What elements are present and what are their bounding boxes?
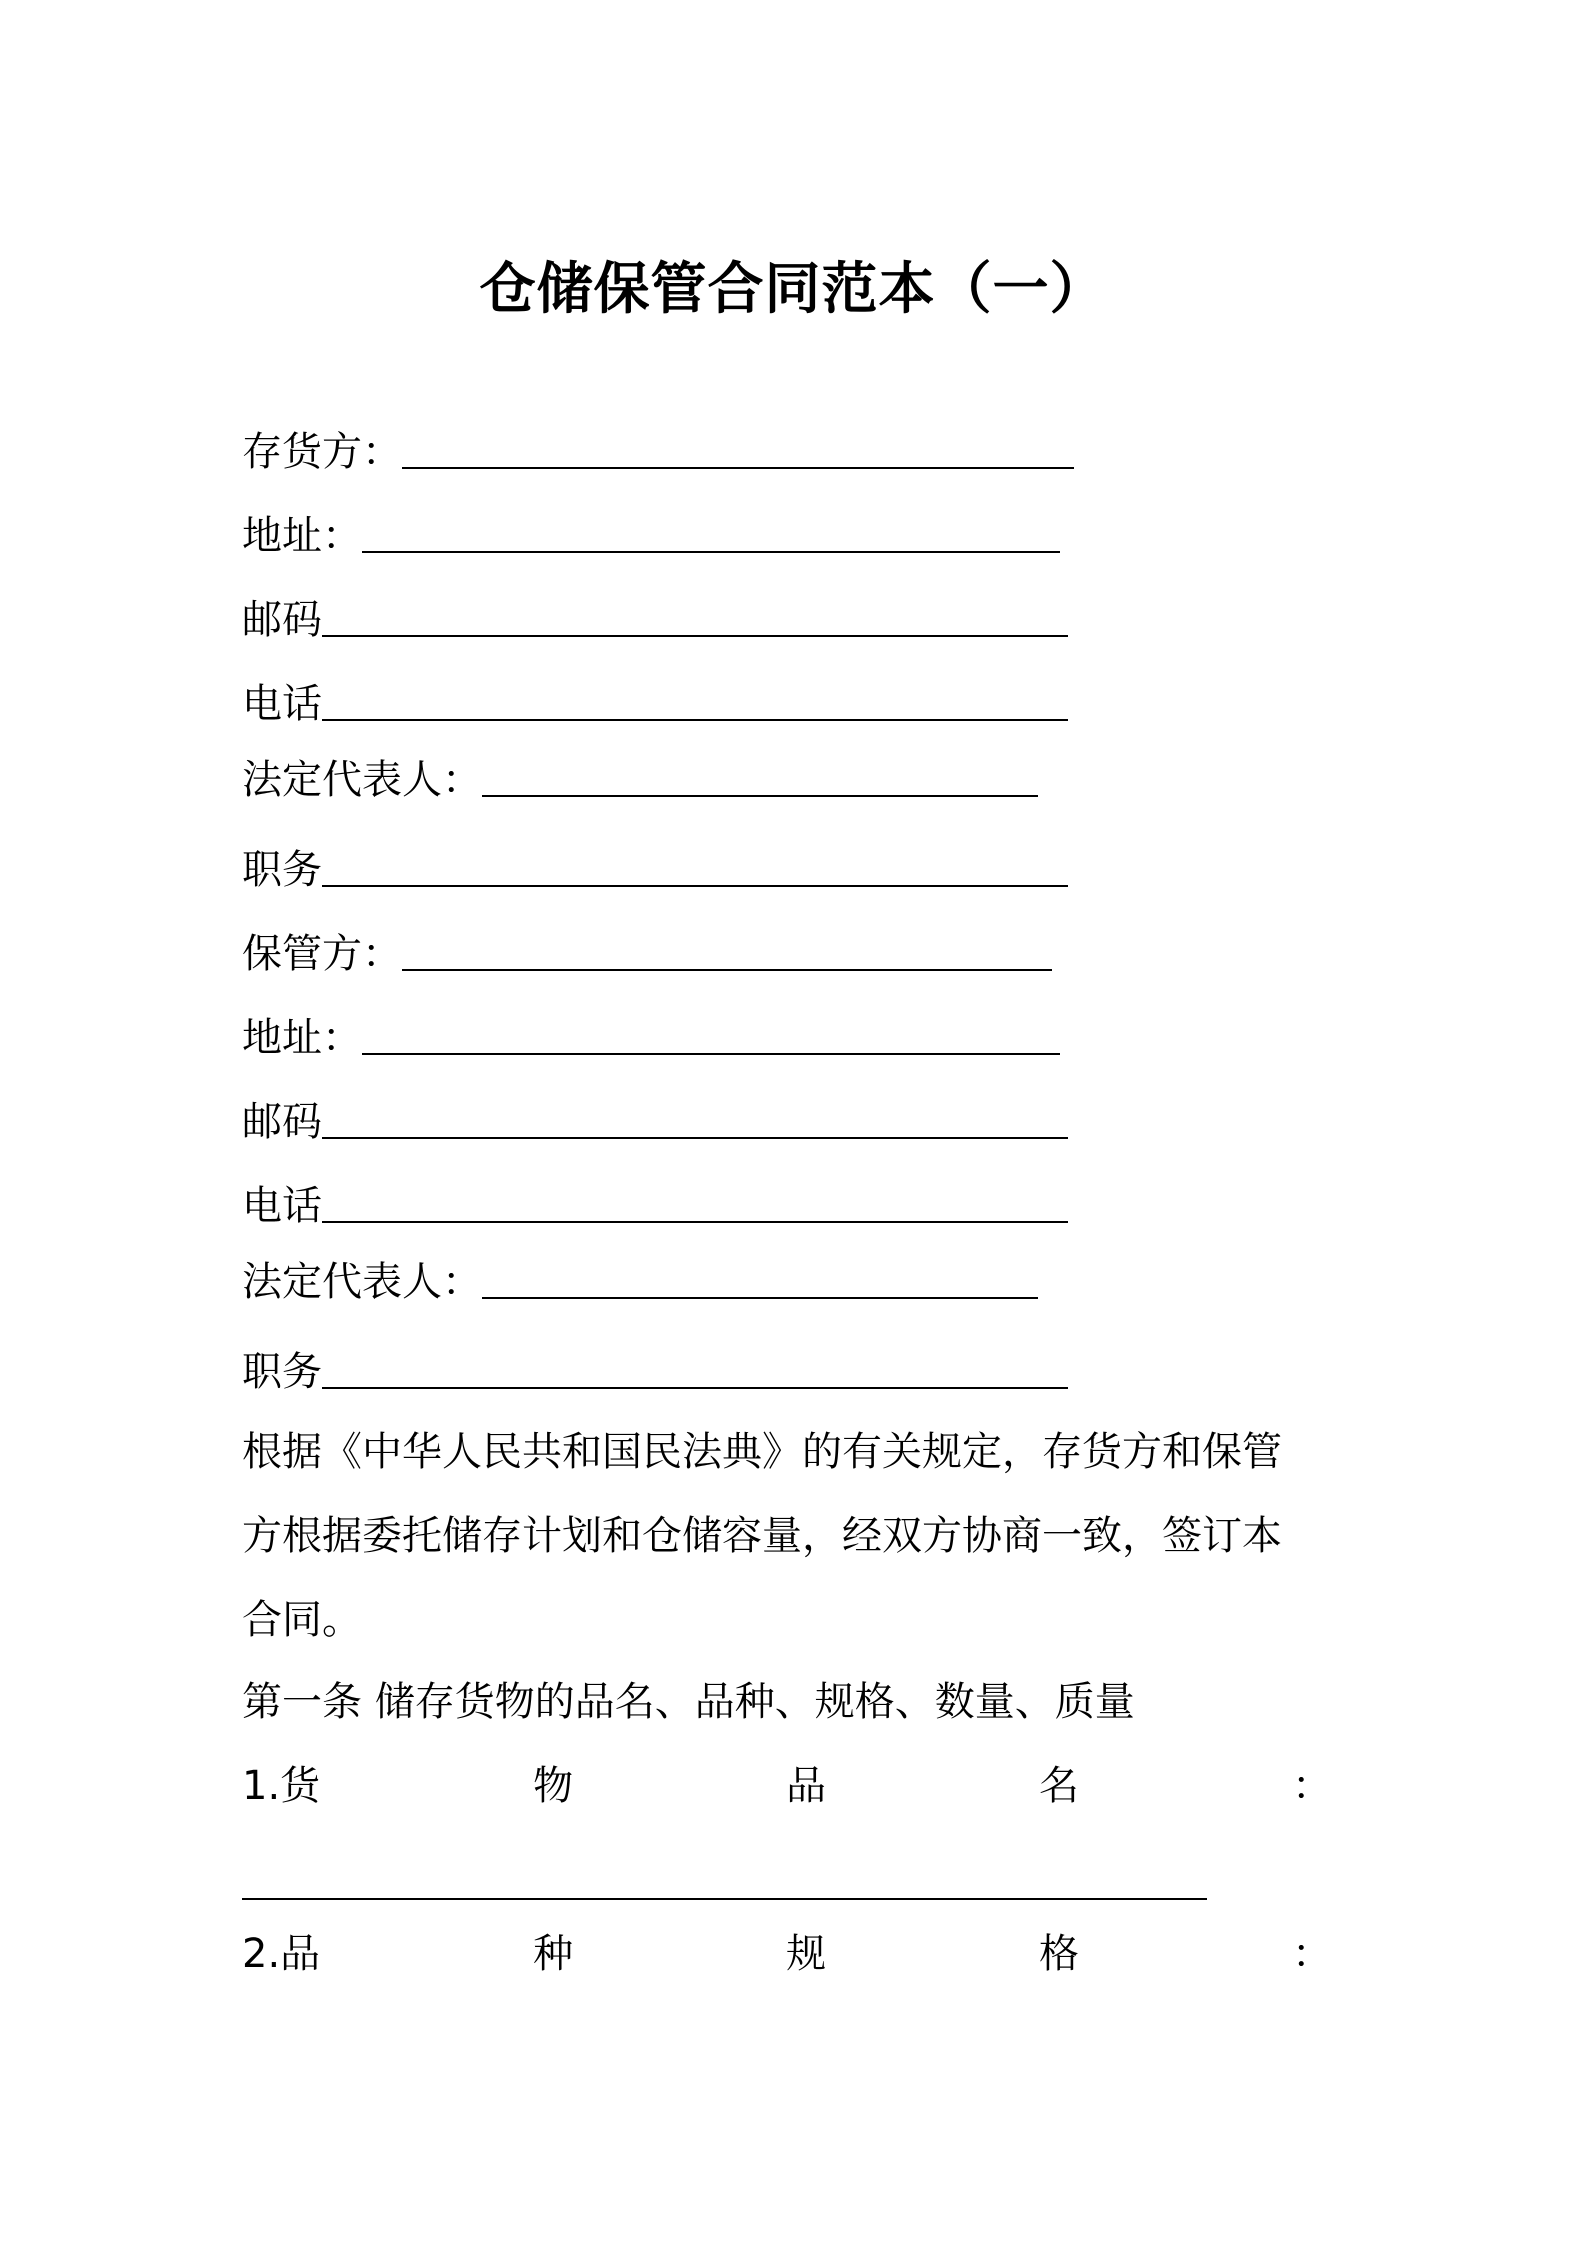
custodian-position-label: 职务: [242, 1349, 322, 1395]
item-2-part-2: 种: [533, 1931, 574, 1977]
custodian-phone-label: 电话: [242, 1183, 322, 1229]
depositor-legal-rep-line: [242, 752, 1038, 808]
custodian-address-line: [242, 1010, 1060, 1066]
custodian-phone-line: [242, 1178, 1068, 1234]
item-2-part-1: 2.品: [242, 1931, 321, 1977]
depositor-phone-line: [242, 676, 1068, 732]
intro-line-1: 根据《中华人民共和国民法典》的有关规定，存货方和保管: [242, 1429, 1282, 1475]
item-1-part-4: 名: [1039, 1763, 1080, 1809]
depositor-legal-rep-blank[interactable]: [482, 755, 1038, 797]
custodian-position-blank[interactable]: [322, 1347, 1068, 1389]
intro-line-2: 方根据委托储存计划和仓储容量，经双方协商一致，签订本: [242, 1513, 1282, 1559]
item-1-part-5: ：: [1291, 1763, 1332, 1809]
custodian-legal-rep-line: [242, 1254, 1038, 1310]
depositor-address-line: [242, 508, 1060, 564]
custodian-position-line: [242, 1344, 1068, 1400]
custodian-party-line: [242, 926, 1052, 982]
custodian-postcode-line: [242, 1094, 1068, 1150]
custodian-phone-blank[interactable]: [322, 1181, 1068, 1223]
item-2-part-3: 规: [786, 1931, 827, 1977]
custodian-postcode-label: 邮码: [242, 1099, 322, 1145]
depositor-phone-blank[interactable]: [322, 679, 1068, 721]
custodian-party-label: 保管方：: [242, 931, 402, 977]
custodian-postcode-blank[interactable]: [322, 1097, 1068, 1139]
item-2-part-5: ：: [1291, 1931, 1332, 1977]
article-1-item-2: [242, 1926, 1332, 1982]
depositor-position-blank[interactable]: [322, 845, 1068, 887]
custodian-address-blank[interactable]: [362, 1013, 1060, 1055]
item-1-part-2: 物: [533, 1763, 574, 1809]
depositor-postcode-blank[interactable]: [322, 595, 1068, 637]
document-title: 仓储保管合同范本（一）: [479, 257, 1107, 322]
depositor-address-blank[interactable]: [362, 511, 1060, 553]
item-2-part-4: 格: [1039, 1931, 1080, 1977]
custodian-party-blank[interactable]: [402, 929, 1052, 971]
depositor-postcode-label: 邮码: [242, 597, 322, 643]
custodian-legal-rep-label: 法定代表人：: [242, 1259, 482, 1305]
item-1-part-3: 品: [786, 1763, 827, 1809]
intro-line-3: 合同。: [242, 1597, 362, 1643]
item-1-answer-blank[interactable]: [242, 1896, 1207, 1900]
custodian-address-label: 地址：: [242, 1015, 362, 1061]
item-1-part-1: 1.货: [242, 1763, 321, 1809]
article-1-item-1: [242, 1758, 1332, 1814]
intro-paragraph: [242, 1410, 1362, 1662]
depositor-position-label: 职务: [242, 847, 322, 893]
depositor-phone-label: 电话: [242, 681, 322, 727]
depositor-position-line: [242, 842, 1068, 898]
custodian-legal-rep-blank[interactable]: [482, 1257, 1038, 1299]
depositor-party-label: 存货方：: [242, 429, 402, 475]
depositor-legal-rep-label: 法定代表人：: [242, 757, 482, 803]
article-1-heading: 第一条 储存货物的品名、品种、规格、数量、质量: [242, 1679, 1135, 1725]
depositor-party-line: [242, 424, 1074, 480]
depositor-postcode-line: [242, 592, 1068, 648]
depositor-party-blank[interactable]: [402, 427, 1074, 469]
depositor-address-label: 地址：: [242, 513, 362, 559]
